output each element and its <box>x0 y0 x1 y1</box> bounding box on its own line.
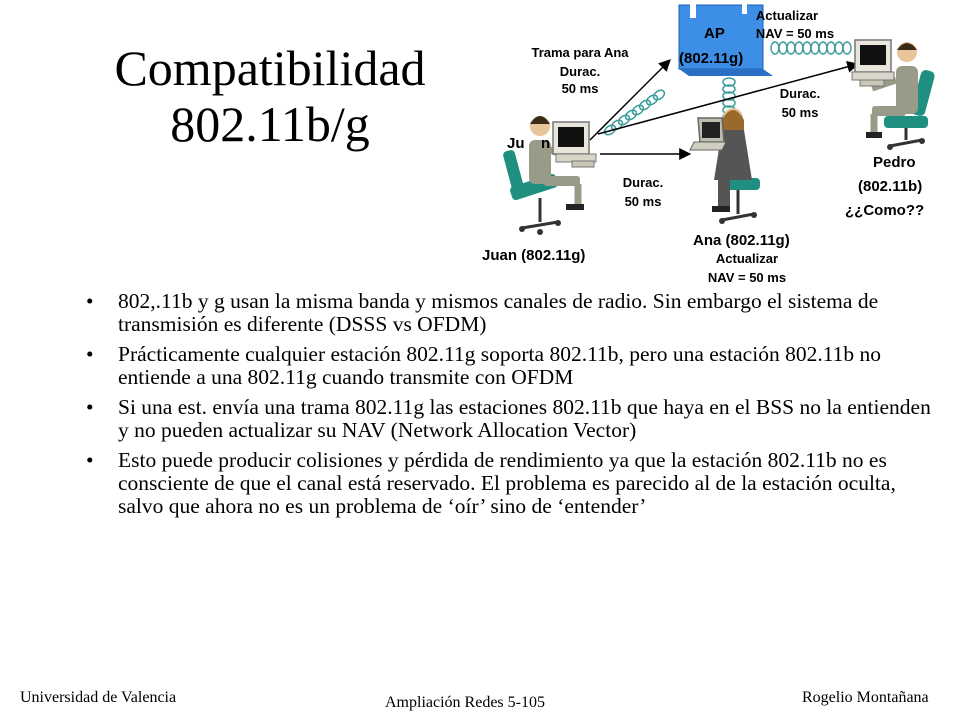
juan-workstation-icon <box>502 116 596 235</box>
footer-center: Ampliación Redes 5-105 <box>385 694 545 711</box>
title-line-1: Compatibilidad <box>114 40 426 96</box>
frame-label-line-1: Trama para Ana <box>531 45 629 60</box>
juan-label: Juan (802.11g) <box>482 247 586 264</box>
frame-label-line-2: Durac. <box>559 64 601 79</box>
footer-left: Universidad de Valencia <box>20 689 177 706</box>
title-line-2: 802.11b/g <box>170 96 370 152</box>
nav-top-line-1: Actualizar <box>755 8 819 23</box>
nav-ana-line-2: NAV = 50 ms <box>707 270 787 285</box>
ana-label: Ana (802.11g) <box>693 232 790 249</box>
pedro-question-label: ¿¿Como?? <box>845 202 925 219</box>
bullet-item: • Prácticamente cualquier estación 802.11g soporta 802.11b, pero una estación 802.11b no entiende a una 802.11g cuando transmite con OFDM <box>86 343 936 389</box>
pedro-name-label: Pedro <box>873 154 916 171</box>
ap-standard-label: (802.11g) <box>679 50 744 67</box>
ap-label: AP <box>704 25 725 42</box>
dur-ana-line-1: Durac. <box>622 175 664 190</box>
pedro-standard-label: (802.11b) <box>858 178 923 195</box>
juan-partial-label-end: n <box>541 135 551 152</box>
nav-top-line-2: NAV = 50 ms <box>755 26 835 41</box>
dur-pedro-line-1: Durac. <box>779 86 821 101</box>
dur-ana-line-2: 50 ms <box>624 194 662 209</box>
network-diagram <box>0 0 960 290</box>
bullet-item: • Si una est. envía una trama 802.11g las estaciones 802.11b que haya en el BSS no la entienden y no pueden actualizar su NAV (Network Allocation Vector) <box>86 396 936 442</box>
dur-pedro-line-2: 50 ms <box>781 105 819 120</box>
bullet-item: • Esto puede producir colisiones y pérdida de rendimiento ya que la estación 802.11b no es consciente de que el canal está reservado. El problema es parecido al de la estación oculta, salvo que ahora no es un problema de ‘oír’ sino de ‘entender’ <box>86 449 936 518</box>
bullet-item: • 802,.11b y g usan la misma banda y mismos canales de radio. Sin embargo el sistema de transmisión es diferente (DSSS vs OFDM) <box>86 290 936 336</box>
footer-right: Rogelio Montañana <box>802 689 929 706</box>
frame-label-line-3: 50 ms <box>561 81 599 96</box>
pedro-workstation-icon <box>852 40 936 150</box>
nav-ana-line-1: Actualizar <box>715 251 779 266</box>
bullet-list <box>86 290 936 525</box>
ana-workstation-icon <box>690 108 760 224</box>
juan-partial-label: Ju <box>507 135 525 152</box>
signal-wave-ap-pedro <box>771 42 851 54</box>
